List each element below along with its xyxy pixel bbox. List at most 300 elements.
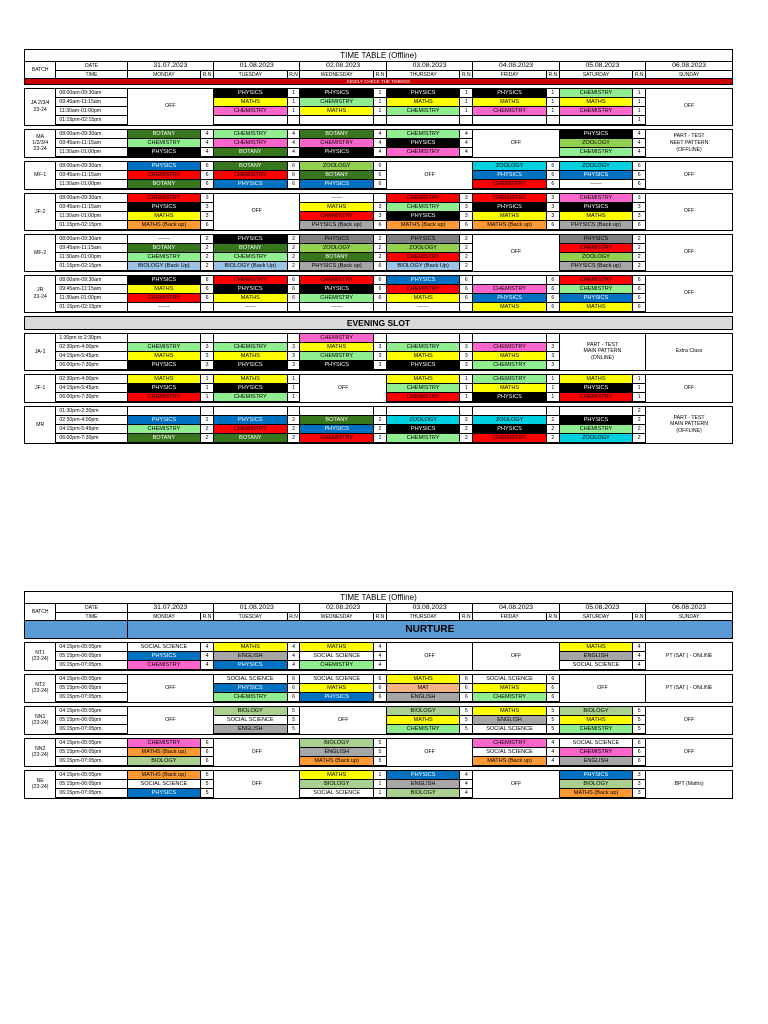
subject-cell: CHEMISTRY	[214, 693, 287, 703]
room-number: 2	[287, 416, 300, 425]
subject-cell: PHYSICS (Back up)	[559, 221, 632, 231]
batch-name: NN2 (23-24)	[25, 739, 56, 767]
room-number: 3	[201, 212, 214, 221]
subject-cell: CHEMISTRY	[214, 107, 287, 116]
time-slot: 06:15pm-07:05pm	[56, 693, 127, 703]
time-slot: 06:15pm-07:05pm	[56, 789, 127, 799]
room-number: 4	[373, 148, 386, 158]
rn-header: R.N	[460, 71, 473, 79]
subject-cell: CHEMISTRY	[473, 739, 546, 748]
merged-day-note: OFF	[646, 162, 733, 190]
subject-cell	[473, 407, 546, 416]
time-slot: 09:45am-11:15am	[56, 285, 127, 294]
subject-cell: PHYSICS	[127, 148, 200, 158]
subject-cell: CHEMISTRY	[214, 171, 287, 180]
time-slot: 05:15pm-06:05pm	[56, 780, 127, 789]
merged-day-note: PT (SAT ) - ONLINE	[646, 675, 733, 703]
room-number: 4	[633, 652, 646, 661]
date-cell: 04.08.2023	[473, 604, 559, 613]
room-number: 5	[546, 716, 559, 725]
timetable-offline-morning	[24, 49, 733, 444]
room-number: 6	[287, 180, 300, 190]
subject-cell: PHYSICS	[214, 361, 287, 371]
subject-cell: CHEMISTRY	[127, 294, 200, 303]
room-number: 6	[546, 303, 559, 313]
room-number: 3	[546, 194, 559, 203]
room-number: 6	[201, 285, 214, 294]
subject-cell: CHEMISTRY	[473, 180, 546, 190]
room-number: 4	[546, 757, 559, 767]
room-number	[460, 303, 473, 313]
subject-cell: SOCIAL SCIENCE	[473, 675, 546, 684]
room-number: 1	[287, 375, 300, 384]
subject-cell: PHYSICS	[214, 235, 287, 244]
subject-cell: MATHS (Back up)	[386, 221, 459, 231]
room-number: 1	[633, 107, 646, 116]
subject-cell: ZOOLOGY	[386, 416, 459, 425]
room-number: 3	[373, 352, 386, 361]
subject-cell: MATHS	[127, 352, 200, 361]
room-number: 6	[460, 294, 473, 303]
room-number: 3	[460, 194, 473, 203]
room-number: 4	[201, 130, 214, 139]
subject-cell: ------	[300, 194, 373, 203]
subject-cell: MATHS	[386, 294, 459, 303]
subject-cell: MATHS (Back up)	[473, 221, 546, 231]
subject-cell: BIOLOGY	[127, 757, 200, 767]
room-number	[546, 334, 559, 343]
room-number: 4	[201, 643, 214, 652]
date-cell: 06.08.2023	[646, 62, 733, 71]
room-number: 4	[633, 643, 646, 652]
room-number: 2	[201, 262, 214, 272]
subject-cell: ------	[559, 180, 632, 190]
subject-cell: PHYSICS	[559, 771, 632, 780]
subject-cell: PHYSICS	[300, 693, 373, 703]
room-number: 2	[633, 235, 646, 244]
room-number: 1	[460, 384, 473, 393]
room-number: 5	[201, 771, 214, 780]
room-number: 6	[460, 684, 473, 693]
room-number: 4	[201, 139, 214, 148]
room-number: 3	[287, 343, 300, 352]
subject-cell: CHEMISTRY	[300, 276, 373, 285]
room-number: 3	[633, 789, 646, 799]
merged-day-note: OFF	[646, 194, 733, 231]
room-number: 3	[373, 203, 386, 212]
room-number: 2	[373, 244, 386, 253]
room-number	[201, 407, 214, 416]
room-number: 6	[546, 684, 559, 693]
room-number: 6	[633, 294, 646, 303]
day-cell: SATURDAY	[559, 613, 632, 621]
room-number: 6	[546, 285, 559, 294]
merged-day-note: PART - TEST MAIN PATTERN (OFFLINE)	[646, 407, 733, 444]
subject-cell: MATHS	[559, 212, 632, 221]
subject-cell: PHYSICS	[300, 180, 373, 190]
room-number: 6	[287, 675, 300, 684]
time-slot: 01:30pm-2:30pm	[56, 407, 127, 416]
room-number: 5	[460, 725, 473, 735]
room-number: 5	[633, 707, 646, 716]
rn-header: R.N	[287, 613, 300, 621]
subject-cell: MATHS	[473, 212, 546, 221]
merged-day-note: OFF	[127, 89, 213, 126]
time-slot: 08:00am-09:30am	[56, 130, 127, 139]
subject-cell: BIOLOGY	[386, 707, 459, 716]
subject-cell: CHEMISTRY	[300, 334, 373, 343]
subject-cell: PHYSICS	[214, 89, 287, 98]
table-title: TIME TABLE (Offline)	[25, 50, 733, 62]
time-slot: 11:30am-01:00pm	[56, 180, 127, 190]
room-number: 3	[201, 352, 214, 361]
room-number: 4	[373, 643, 386, 652]
room-number: 6	[633, 757, 646, 767]
room-number: 2	[460, 434, 473, 444]
time-slot: 08:00am-09:30am	[56, 89, 127, 98]
room-number: 6	[201, 276, 214, 285]
room-number: 1	[546, 384, 559, 393]
subject-cell: ZOOLOGY	[559, 162, 632, 171]
table-title: TIME TABLE (Offline)	[25, 592, 733, 604]
timetable-grid	[24, 591, 733, 799]
room-number: 6	[373, 262, 386, 272]
subject-cell: CHEMISTRY	[300, 434, 373, 444]
subject-cell: MATHS (Back up)	[127, 771, 200, 780]
room-number: 4	[287, 661, 300, 671]
time-slot: 04:15pm-05:05pm	[56, 707, 127, 716]
room-number: 5	[546, 725, 559, 735]
subject-cell: MATHS	[473, 384, 546, 393]
subject-cell: ZOOLOGY	[559, 139, 632, 148]
subject-cell: CHEMISTRY	[473, 693, 546, 703]
subject-cell: ------	[214, 303, 287, 313]
room-number: 2	[373, 416, 386, 425]
room-number: 4	[373, 139, 386, 148]
date-header: DATE	[56, 604, 127, 613]
room-number: 1	[633, 98, 646, 107]
subject-cell: CHEMISTRY	[386, 725, 459, 735]
room-number: 2	[201, 434, 214, 444]
subject-cell: MATHS (Back up)	[127, 748, 200, 757]
subject-cell: PHYSICS	[127, 276, 200, 285]
room-number: 5	[373, 757, 386, 767]
room-number: 2	[373, 434, 386, 444]
room-number: 6	[373, 294, 386, 303]
subject-cell: CHEMISTRY	[214, 130, 287, 139]
subject-cell: CHEMISTRY	[214, 276, 287, 285]
subject-cell: CHEMISTRY	[127, 425, 200, 434]
room-number: 1	[546, 98, 559, 107]
subject-cell: PHYSICS	[300, 89, 373, 98]
subject-cell: MATHS (Back up)	[473, 757, 546, 767]
time-slot: 08:00am-09:30am	[56, 162, 127, 171]
subject-cell: CHEMISTRY	[214, 393, 287, 403]
room-number: 2	[201, 235, 214, 244]
time-header: TIME	[56, 71, 127, 79]
rn-header: R.N	[546, 613, 559, 621]
time-slot: 05:15pm-06:05pm	[56, 652, 127, 661]
room-number: 4	[287, 652, 300, 661]
date-cell: 06.08.2023	[646, 604, 733, 613]
timetable-offline-nurture	[24, 591, 733, 799]
subject-cell: SOCIAL SCIENCE	[300, 652, 373, 661]
subject-cell: CHEMISTRY	[300, 212, 373, 221]
room-number: 6	[633, 748, 646, 757]
room-number: 3	[287, 361, 300, 371]
room-number: 1	[546, 393, 559, 403]
spacer	[25, 621, 128, 639]
subject-cell: CHEMISTRY	[386, 434, 459, 444]
time-slot: 11:30am-01:00pm	[56, 253, 127, 262]
subject-cell: CHEMISTRY	[386, 285, 459, 294]
subject-cell: PHYSICS	[214, 416, 287, 425]
room-number: 6	[460, 276, 473, 285]
room-number: 4	[460, 789, 473, 799]
room-number: 6	[287, 276, 300, 285]
evening-slot-header: EVENING SLOT	[25, 317, 733, 330]
subject-cell: SOCIAL SCIENCE	[559, 739, 632, 748]
subject-cell: BOTANY	[300, 416, 373, 425]
subject-cell: ENGLISH	[386, 693, 459, 703]
time-slot: 04:15pm-5:45pm	[56, 425, 127, 434]
merged-day-note: OFF	[646, 89, 733, 126]
room-number: 1	[373, 98, 386, 107]
subject-cell: BOTANY	[127, 244, 200, 253]
room-number: 4	[633, 661, 646, 671]
subject-cell: PHYSICS	[127, 361, 200, 371]
subject-cell: PHYSICS	[473, 294, 546, 303]
time-slot: 01:15pm-02:15pm	[56, 116, 127, 126]
subject-cell: MATHS	[473, 684, 546, 693]
room-number: 2	[373, 425, 386, 434]
room-number: 1	[373, 780, 386, 789]
subject-cell: SOCIAL SCIENCE	[300, 675, 373, 684]
subject-cell	[127, 407, 200, 416]
subject-cell: BIOLOGY	[559, 780, 632, 789]
batch-name: JR 23-24	[25, 276, 56, 313]
subject-cell: MATHS	[127, 375, 200, 384]
room-number: 6	[633, 739, 646, 748]
subject-cell: MATHS	[214, 294, 287, 303]
room-number: 2	[287, 235, 300, 244]
merged-day-note: PART - TEST NEET PATTERN (OFFLINE)	[646, 130, 733, 158]
subject-cell: BIOLOGY (Back Up)	[386, 262, 459, 272]
subject-cell: MATHS	[386, 675, 459, 684]
subject-cell: MATHS	[559, 643, 632, 652]
room-number: 3	[633, 194, 646, 203]
room-number: 4	[546, 748, 559, 757]
merged-day-note: OFF	[300, 375, 386, 403]
date-cell: 05.08.2023	[559, 62, 645, 71]
room-number: 3	[287, 352, 300, 361]
subject-cell: MATHS	[214, 352, 287, 361]
subject-cell: BOTANY	[300, 171, 373, 180]
batch-header: BATCH	[25, 604, 56, 621]
room-number: 2	[546, 416, 559, 425]
room-number: 6	[201, 294, 214, 303]
subject-cell: BIOLOGY	[559, 707, 632, 716]
room-number: 2	[287, 434, 300, 444]
merged-day-note: OFF	[386, 739, 472, 767]
room-number: 1	[460, 393, 473, 403]
time-slot: 06:00pm-7:30pm	[56, 434, 127, 444]
time-slot: 02:30pm-4:00pm	[56, 343, 127, 352]
room-number: 1	[373, 89, 386, 98]
room-number: 2	[373, 253, 386, 262]
subject-cell	[127, 334, 200, 343]
batch-name: JA 2/3/4 23-24	[25, 89, 56, 126]
subject-cell: SOCIAL SCIENCE	[473, 725, 546, 735]
room-number: 6	[546, 276, 559, 285]
rn-header: R.N	[546, 71, 559, 79]
time-slot: 09:45am-11:15am	[56, 244, 127, 253]
rn-header: R.N	[201, 613, 214, 621]
room-number: 5	[201, 780, 214, 789]
time-slot: 06:15pm-07:05pm	[56, 661, 127, 671]
subject-cell	[386, 116, 459, 126]
date-cell: 03.08.2023	[386, 604, 472, 613]
subject-cell: CHEMISTRY	[386, 253, 459, 262]
time-slot: 09:45am-11:15am	[56, 171, 127, 180]
room-number	[373, 407, 386, 416]
time-slot: 01:15pm-02:15pm	[56, 303, 127, 313]
room-number: 3	[633, 780, 646, 789]
subject-cell: PHYSICS	[214, 285, 287, 294]
time-slot: 09:45am-11:15am	[56, 203, 127, 212]
subject-cell: CHEMISTRY	[127, 253, 200, 262]
date-cell: 02.08.2023	[300, 604, 386, 613]
room-number: 3	[460, 343, 473, 352]
merged-day-note: OFF	[214, 194, 300, 231]
subject-cell: CHEMISTRY	[214, 253, 287, 262]
room-number: 6	[373, 276, 386, 285]
room-number: 3	[546, 361, 559, 371]
room-number: 1	[373, 107, 386, 116]
room-number: 6	[460, 221, 473, 231]
room-number: 4	[287, 643, 300, 652]
subject-cell: PHYSICS	[559, 171, 632, 180]
date-cell: 31.07.2023	[127, 604, 213, 613]
merged-day-note: OFF	[473, 235, 559, 272]
subject-cell: MATHS	[386, 352, 459, 361]
subject-cell: CHEMISTRY	[559, 194, 632, 203]
time-slot: 06:15pm-07:05pm	[56, 757, 127, 767]
subject-cell: PHYSICS	[559, 294, 632, 303]
room-number: 2	[633, 425, 646, 434]
room-number	[287, 334, 300, 343]
subject-cell: ------	[300, 303, 373, 313]
time-slot: 11:30am-01:00pm	[56, 107, 127, 116]
subject-cell: BOTANY	[300, 253, 373, 262]
room-number: 4	[373, 652, 386, 661]
time-slot: 04:15pm-05:05pm	[56, 739, 127, 748]
room-number: 2	[201, 416, 214, 425]
subject-cell: CHEMISTRY	[386, 384, 459, 393]
room-number: 4	[460, 780, 473, 789]
room-number: 1	[633, 116, 646, 126]
batch-name: NE (23-24)	[25, 771, 56, 799]
time-slot: 05:15pm-06:05pm	[56, 716, 127, 725]
room-number: 4	[287, 139, 300, 148]
subject-cell: CHEMISTRY	[473, 194, 546, 203]
subject-cell: MATHS	[473, 303, 546, 313]
time-slot: 04:15pm-5:45pm	[56, 352, 127, 361]
subject-cell	[214, 407, 287, 416]
subject-cell: MATHS	[386, 716, 459, 725]
room-number: 3	[546, 343, 559, 352]
subject-cell: MATHS	[300, 684, 373, 693]
room-number: 2	[546, 434, 559, 444]
subject-cell: MATHS	[300, 203, 373, 212]
subject-cell: CHEMISTRY	[559, 148, 632, 158]
room-number: 2	[460, 262, 473, 272]
room-number	[460, 116, 473, 126]
room-number: 6	[201, 748, 214, 757]
subject-cell: MATHS	[473, 352, 546, 361]
room-number: 4	[633, 148, 646, 158]
batch-name: MA 1/2/3/4 23-24	[25, 130, 56, 158]
room-number: 4	[460, 148, 473, 158]
room-number: 1	[460, 89, 473, 98]
room-number: 4	[201, 148, 214, 158]
room-number: 2	[633, 262, 646, 272]
date-cell: 02.08.2023	[300, 62, 386, 71]
room-number: 1	[201, 384, 214, 393]
subject-cell: CHEMISTRY	[300, 98, 373, 107]
batch-name: JF-2	[25, 194, 56, 231]
subject-cell: MATHS (Back up)	[559, 789, 632, 799]
subject-cell: CHEMISTRY	[559, 393, 632, 403]
subject-cell: ZOOLOGY	[559, 434, 632, 444]
subject-cell: MATHS	[300, 771, 373, 780]
room-number: 6	[633, 276, 646, 285]
subject-cell: CHEMISTRY	[127, 194, 200, 203]
time-slot: 01:15pm-02:15pm	[56, 262, 127, 272]
subject-cell: CHEMISTRY	[559, 725, 632, 735]
room-number	[201, 303, 214, 313]
merged-day-note: OFF	[214, 771, 300, 799]
room-number: 2	[201, 253, 214, 262]
subject-cell: BOTANY	[214, 244, 287, 253]
day-cell: WEDNESDAY	[300, 71, 373, 79]
subject-cell: MATHS	[559, 716, 632, 725]
room-number: 2	[201, 244, 214, 253]
merged-day-note: BPT (Maths)	[646, 771, 733, 799]
room-number: 6	[201, 221, 214, 231]
subject-cell: ENGLISH	[473, 716, 546, 725]
room-number: 6	[201, 171, 214, 180]
merged-day-note: OFF	[646, 375, 733, 403]
room-number: 5	[287, 707, 300, 716]
time-slot: 09:45am-11:15am	[56, 98, 127, 107]
subject-cell: PHYSICS	[300, 425, 373, 434]
subject-cell: MATHS (Back up)	[127, 221, 200, 231]
subject-cell: PHYSICS	[473, 171, 546, 180]
merged-day-note: PT (SAT ) - ONLINE	[646, 643, 733, 671]
batch-name: NT1 (23-24)	[25, 643, 56, 671]
time-header: TIME	[56, 613, 127, 621]
subject-cell: PHYSICS	[386, 771, 459, 780]
subject-cell: MAT	[386, 684, 459, 693]
subject-cell: BIOLOGY	[300, 780, 373, 789]
day-cell: SUNDAY	[646, 71, 733, 79]
subject-cell: SOCIAL SCIENCE	[300, 789, 373, 799]
subject-cell: PHYSICS	[127, 203, 200, 212]
subject-cell: CHEMISTRY	[473, 107, 546, 116]
batch-name: MF-2	[25, 235, 56, 272]
subject-cell: MATHS	[559, 375, 632, 384]
